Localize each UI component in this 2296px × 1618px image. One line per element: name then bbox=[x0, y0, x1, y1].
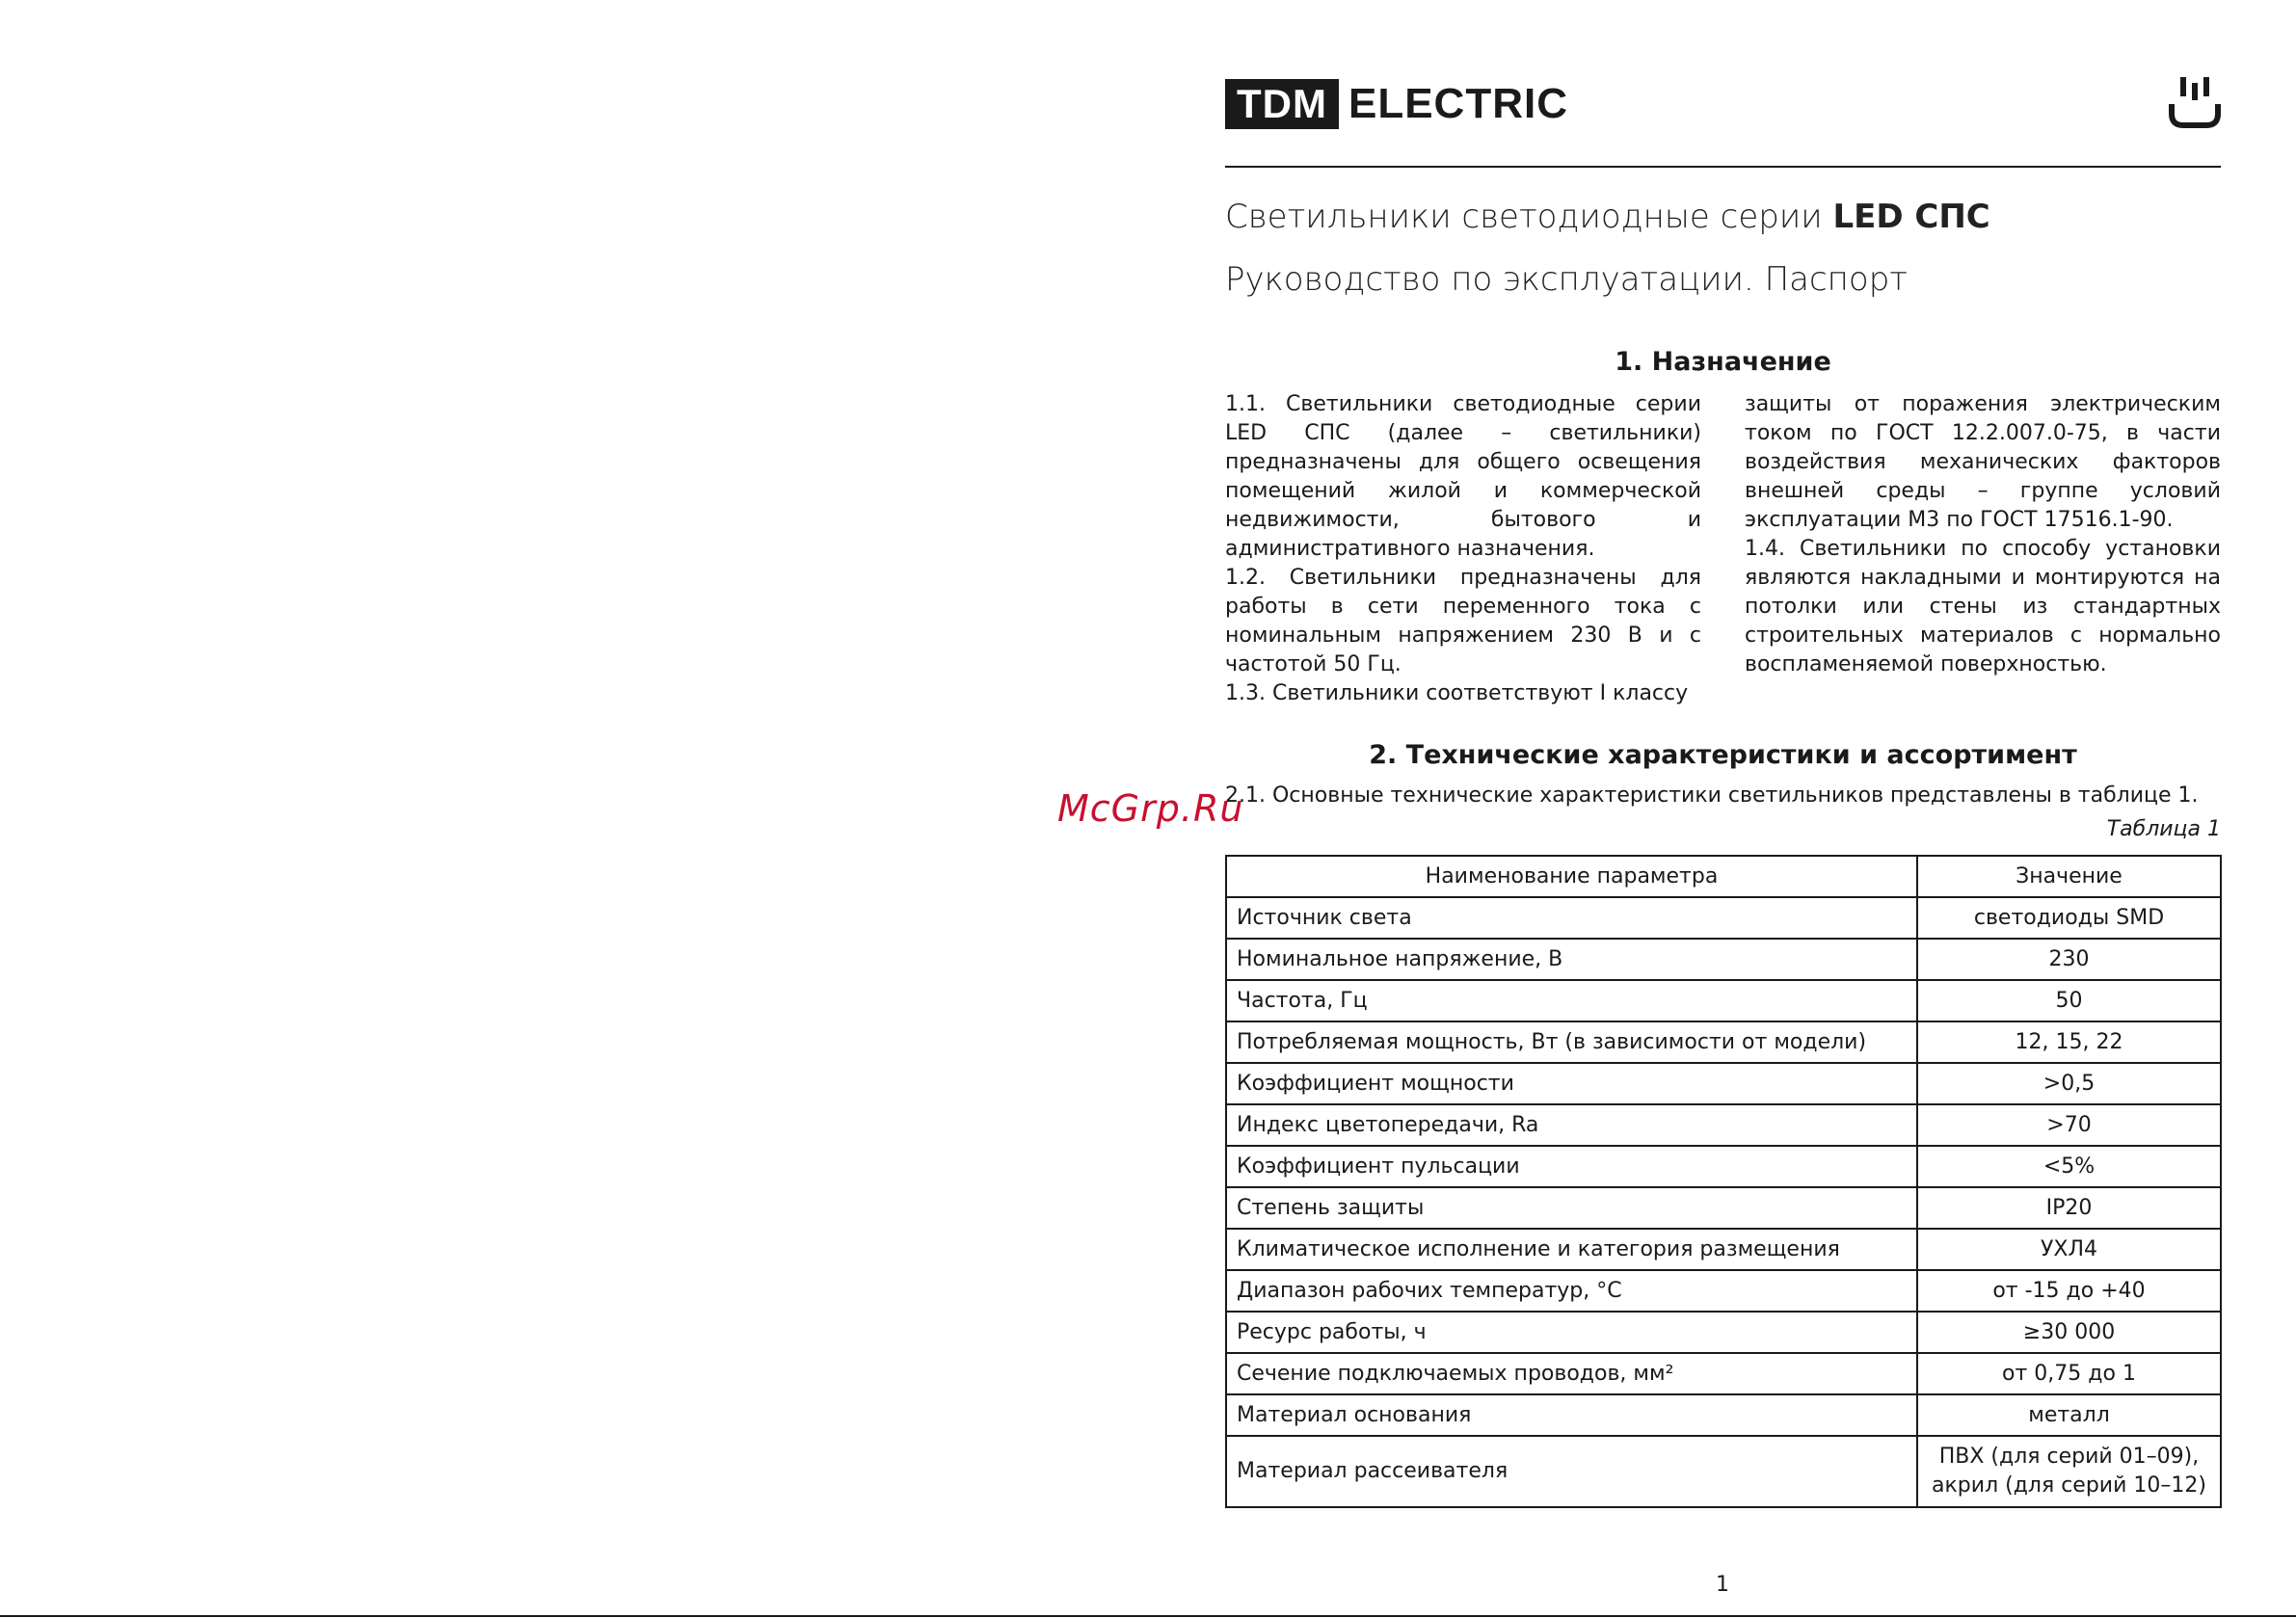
table-row bbox=[1226, 1394, 2221, 1436]
value-cell: от -15 до +40 bbox=[1917, 1270, 2221, 1312]
section-2-intro: 2.1. Основные технические характеристики светильников представлены в таблице 1. bbox=[1225, 783, 2199, 808]
table-row bbox=[1226, 1146, 2221, 1187]
section-1-heading: 1. Назначение bbox=[1615, 347, 1831, 377]
value-cell: 50 bbox=[1917, 980, 2221, 1021]
value-cell bbox=[1917, 1436, 2221, 1507]
document-title: Светильники светодиодные серии LED СПС bbox=[1225, 198, 1990, 236]
table-row bbox=[1226, 897, 2221, 939]
page-bottom-rule bbox=[0, 1615, 2296, 1617]
logo-box: TDM bbox=[1225, 79, 1339, 129]
value-cell: >70 bbox=[1917, 1104, 2221, 1146]
param-cell: Индекс цветопередачи, Ra bbox=[1226, 1104, 1917, 1146]
header-value: Значение bbox=[1917, 856, 2221, 897]
param-cell: Сечение подключаемых проводов, мм² bbox=[1226, 1353, 1917, 1394]
table-row bbox=[1226, 1104, 2221, 1146]
param-cell: Источник света bbox=[1226, 897, 1917, 939]
param-cell: Материал рассеивателя bbox=[1226, 1436, 1917, 1507]
table-row bbox=[1226, 1270, 2221, 1312]
watermark: McGrp.Ru bbox=[1057, 787, 1244, 830]
table-row bbox=[1226, 939, 2221, 980]
value-cell: ≥30 000 bbox=[1917, 1312, 2221, 1353]
table-row bbox=[1226, 1312, 2221, 1353]
value-line: акрил (для серий 10–12) bbox=[1932, 1473, 2206, 1498]
param-cell: Коэффициент пульсации bbox=[1226, 1146, 1917, 1187]
param-cell: Ресурс работы, ч bbox=[1226, 1312, 1917, 1353]
section-1-right-column bbox=[1745, 390, 2221, 679]
product-mark-icon bbox=[2169, 77, 2221, 131]
brand-logo bbox=[1225, 79, 1568, 129]
table-row bbox=[1226, 1229, 2221, 1270]
param-cell: Частота, Гц bbox=[1226, 980, 1917, 1021]
header-param: Наименование параметра bbox=[1226, 856, 1917, 897]
value-cell: 230 bbox=[1917, 939, 2221, 980]
section-2-heading: 2. Технические характеристики и ассортимент bbox=[1369, 740, 2077, 770]
param-cell: Потребляемая мощность, Вт (в зависимости от модели) bbox=[1226, 1021, 1917, 1063]
spec-table bbox=[1225, 855, 2222, 1508]
value-cell: светодиоды SMD bbox=[1917, 897, 2221, 939]
paragraph-1-3: 1.3. Светильники соответствуют I классу bbox=[1225, 681, 1689, 705]
table-row bbox=[1226, 1436, 2221, 1507]
table-header-row bbox=[1226, 856, 2221, 897]
table-row bbox=[1226, 1021, 2221, 1063]
page-number: 1 bbox=[1716, 1573, 1729, 1597]
value-cell: >0,5 bbox=[1917, 1063, 2221, 1104]
value-cell: металл bbox=[1917, 1394, 2221, 1436]
value-cell: от 0,75 до 1 bbox=[1917, 1353, 2221, 1394]
header-rule bbox=[1225, 166, 2221, 168]
param-cell: Климатическое исполнение и категория размещения bbox=[1226, 1229, 1917, 1270]
value-line: ПВХ (для серий 01–09), bbox=[1938, 1445, 2200, 1469]
value-cell: 12, 15, 22 bbox=[1917, 1021, 2221, 1063]
logo-text: ELECTRIC bbox=[1348, 80, 1568, 127]
table-row bbox=[1226, 980, 2221, 1021]
paragraph-1-1: 1.1. Светильники светодиодные серии LED СПС (далее – светильники) предназначены для общего освещения помещений жилой и коммерческой недвижимости, бытового и административного назначения. bbox=[1225, 392, 1701, 561]
paragraph-1-3-cont: защиты от поражения электрическим током по ГОСТ 12.2.007.0-75, в части воздействия механических факторов внешней среды – группе условий эксплуатации М3 по ГОСТ 17516.1-90. bbox=[1745, 392, 2221, 532]
table-label: Таблица 1 bbox=[2106, 817, 2221, 841]
paragraph-1-4: 1.4. Светильники по способу установки являются накладными и монтируются на потолки или стены из стандартных строительных материалов с нормально воспламеняемой поверхностью. bbox=[1745, 537, 2221, 676]
value-cell: <5% bbox=[1917, 1146, 2221, 1187]
paragraph-1-2: 1.2. Светильники предназначены для работы в сети переменного тока с номинальным напряжением 230 В и с частотой 50 Гц. bbox=[1225, 566, 1701, 676]
section-1-left-column bbox=[1225, 390, 1701, 708]
table-row bbox=[1226, 1187, 2221, 1229]
value-cell: IP20 bbox=[1917, 1187, 2221, 1229]
param-cell: Материал основания bbox=[1226, 1394, 1917, 1436]
table-row bbox=[1226, 1353, 2221, 1394]
table-row bbox=[1226, 1063, 2221, 1104]
param-cell: Коэффициент мощности bbox=[1226, 1063, 1917, 1104]
param-cell: Диапазон рабочих температур, °С bbox=[1226, 1270, 1917, 1312]
param-cell: Степень защиты bbox=[1226, 1187, 1917, 1229]
param-cell: Номинальное напряжение, В bbox=[1226, 939, 1917, 980]
value-cell: УХЛ4 bbox=[1917, 1229, 2221, 1270]
document-subtitle: Руководство по эксплуатации. Паспорт bbox=[1225, 260, 1908, 299]
